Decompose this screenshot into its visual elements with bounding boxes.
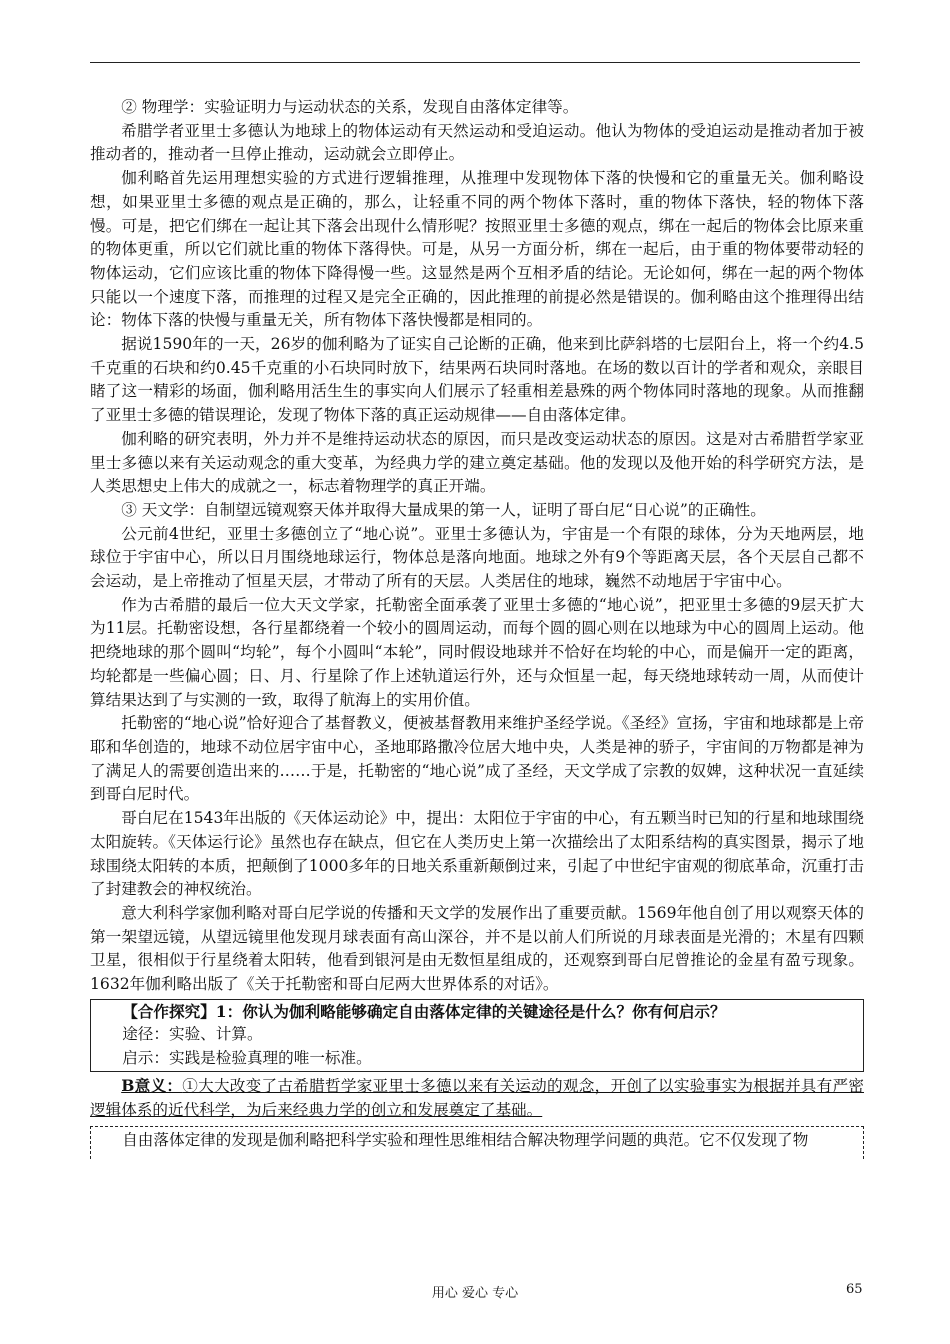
significance-label: B意义： xyxy=(121,1075,183,1095)
footer-motto: 用心 爱心 专心 xyxy=(431,1286,519,1301)
paragraph-ptolemy: 作为古希腊的最后一位大天文学家，托勒密全面承袭了亚里士多德的“地心说”，把亚里士多德的9层天扩大为11层。托勒密设想，各行星都绕着一个较小的圆周运动，而每个圆的圆心则在以地球为中心的圆周上运动。他把绕地球的那个圆叫“均轮”，每个小圆叫“本轮”，同时假设地球并不恰好在均轮的中心，而是偏开一定的距离，均轮都是一些偏心圆；日、月、行星除了作上述轨道运行外，还与众恒星一起，每天绕地球转动一周，从而使计算结果达到了与实测的一致，取得了航海上的实用价值。 xyxy=(90,595,864,709)
significance-paragraph xyxy=(90,1074,864,1122)
header-rule xyxy=(90,62,860,63)
paragraph-galileo-telescope: 意大利科学家伽利略对哥白尼学说的传播和天文学的发展作出了重要贡献。1569年他自创了用以观察天体的第一架望远镜，从望远镜里他发现月球表面有高山深谷，并不是以前人们所说的月球表面是光滑的；木星有四颗卫星，很相似于行星绕着太阳转，他看到银河是由无数恒星组成的，还观察到哥白尼曾推论的金星有盈亏现象。1632年伽利略出版了《关于托勒密和哥白尼两大世界体系的对话》。 xyxy=(90,903,864,994)
main-content xyxy=(90,96,864,1159)
cooperation-heading: 【合作探究】1：你认为伽利略能够确定自由落体定律的关键途径是什么？你有何启示？ xyxy=(122,1001,726,1021)
cooperation-box xyxy=(90,999,864,1072)
paragraph-pisa-tower: 据说1590年的一天，26岁的伽利略为了证实自己论断的正确，他来到比萨斜塔的七层阳台上，将一个约4.5千克重的石块和约0.45千克重的小石块同时放下，结果两石块同时落地。在场的数以百计的学者和观众，亲眼目睹了这一精彩的场面，伽利略用活生生的事实向人们展示了轻重相差悬殊的两个物体同时落地的现象。从而推翻了亚里士多德的错误理论，发现了物体下落的真正运动规律——自由落体定律。 xyxy=(90,335,864,425)
page-number: 65 xyxy=(846,1282,863,1297)
cooperation-path: 途径：实验、计算。 xyxy=(122,1025,263,1044)
paragraph-galileo-research: 伽利略的研究表明，外力并不是维持运动状态的原因，而只是改变运动状态的原因。这是对古希腊哲学家亚里士多德以来有关运动观念的重大变革，为经典力学的建立奠定基础。他的发现以及他开始的科学研究方法，是人类思想史上伟大的成就之一，标志着物理学的真正开端。 xyxy=(90,429,864,496)
paragraph-physics-heading: ② 物理学：实验证明力与运动状态的关系，发现自由落体定律等。 xyxy=(121,98,579,116)
cooperation-insight: 启示：实践是检验真理的唯一标准。 xyxy=(122,1049,372,1068)
paragraph-church-doctrine: 托勒密的“地心说”恰好迎合了基督教义，便被基督教用来维护圣经学说。《圣经》宣扬，宇宙和地球都是上帝耶和华创造的，地球不动位居宇宙中心，圣地耶路撒冷位居大地中央，人类是神的骄子，宇宙间的万物都是神为了满足人的需要创造出来的……于是，托勒密的“地心说”成了圣经，天文学成了宗教的奴婢，这种状况一直延续到哥白尼时代。 xyxy=(90,714,864,804)
dashed-box xyxy=(90,1126,864,1159)
paragraph-geocentric-theory: 公元前4世纪，亚里士多德创立了“地心说”。亚里士多德认为，宇宙是一个有限的球体，分为天地两层，地球位于宇宙中心，所以日月围绕地球运行，物体总是落向地面。地球之外有9个等距离天层，各个天层自己都不会运动，是上帝推动了恒星天层，才带动了所有的天层。人类居住的地球，巍然不动地居于宇宙中心。 xyxy=(90,524,864,591)
paragraph-galileo-reasoning: 伽利略首先运用理想实验的方式进行逻辑推理，从推理中发现物体下落的快慢和它的重量无关。伽利略设想，如果亚里士多德的观点是正确的，那么，让轻重不同的两个物体下落时，重的物体下落快，轻的物体下落慢。可是，把它们绑在一起让其下落会出现什么情形呢？按照亚里士多德的观点，绑在一起后的物体会比原来重的物体更重，所以它们就比重的物体下落得快。可是，从另一方面分析，绑在一起后，由于重的物体要带动轻的物体运动，它们应该比重的物体下降得慢一些。这显然是两个互相矛盾的结论。无论如何，绑在一起的两个物体只能以一个速度下落，而推理的过程又是完全正确的，因此推理的前提必然是错误的。伽利略由这个推理得出结论：物体下落的快慢与重量无关，所有物体下落快慢都是相同的。 xyxy=(90,169,864,330)
significance-text: ①大大改变了古希腊哲学家亚里士多德以来有关运动的观念，开创了以实验事实为根据并具有严密逻辑体系的近代科学，为后来经典力学的创立和发展奠定了基础。 xyxy=(90,1076,864,1119)
dashed-paragraph: 自由落体定律的发现是伽利略把科学实验和理性思维相结合解决物理学问题的典范。它不仅发现了物 xyxy=(122,1131,809,1150)
paragraph-astronomy-heading: ③ 天文学：自制望远镜观察天体并取得大量成果的第一人，证明了哥白尼“日心说”的正确性。 xyxy=(121,500,766,519)
paragraph-copernicus: 哥白尼在1543年出版的《天体运动论》中，提出：太阳位于宇宙的中心，有五颗当时已知的行星和地球围绕太阳旋转。《天体运行论》虽然也存在缺点，但它在人类历史上第一次描绘出了太阳系结构的真实图景，揭示了地球围绕太阳转的本质，把颠倒了1000多年的日地关系重新颠倒过来，引起了中世纪宇宙观的彻底革命，沉重打击了封建教会的神权统治。 xyxy=(90,809,864,899)
paragraph-aristotle-motion: 希腊学者亚里士多德认为地球上的物体运动有天然运动和受迫运动。他认为物体的受迫运动是推动者加于被推动者的，推动者一旦停止推动，运动就会立即停止。 xyxy=(90,121,864,164)
